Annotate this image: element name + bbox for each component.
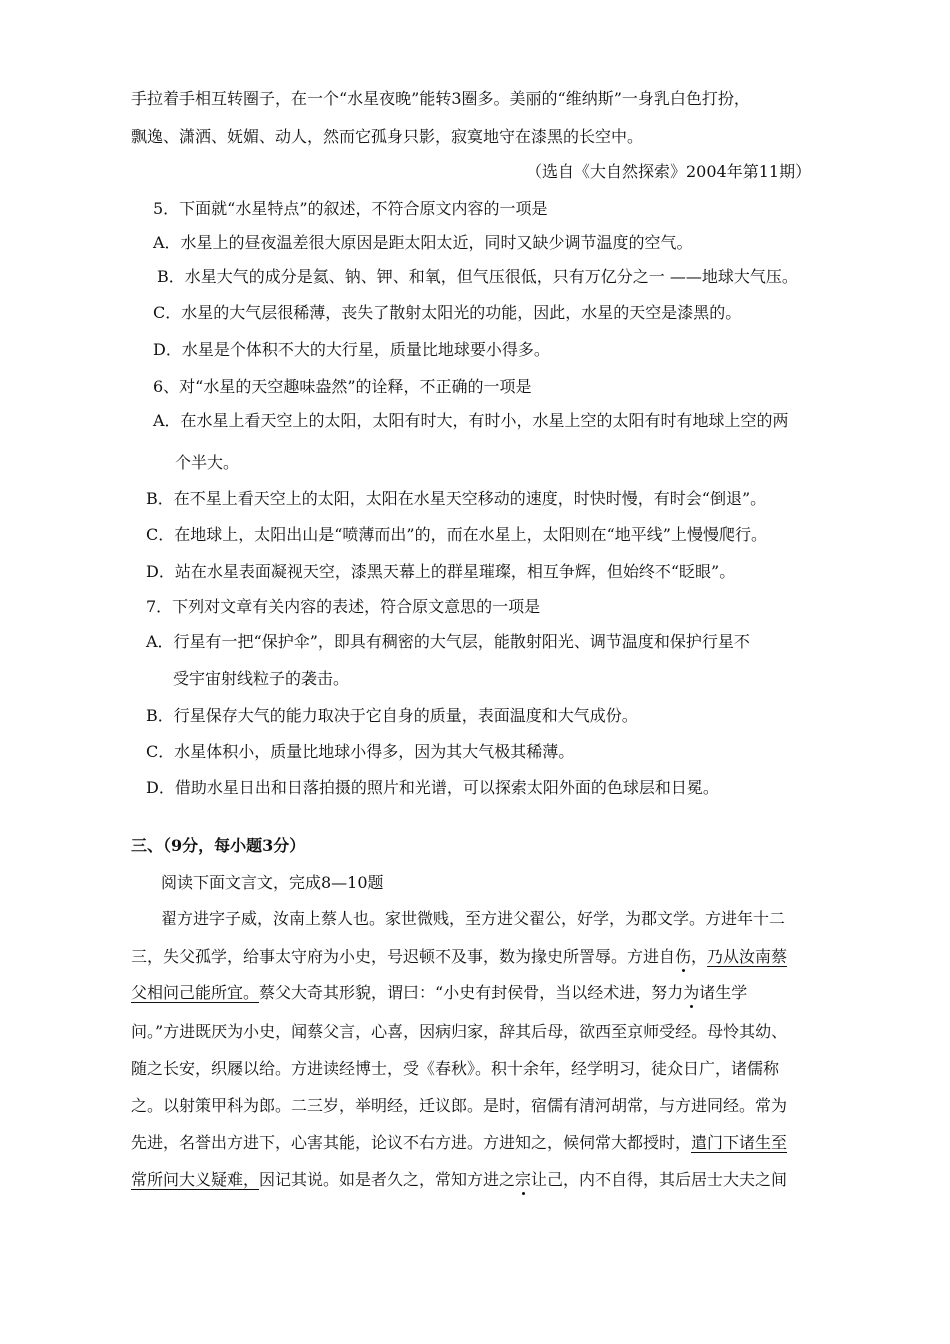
q6-option-d: D．站在水星表面凝视天空，漆黑天幕上的群星璀璨，相互争辉，但始终不“眨眼”。 bbox=[146, 562, 736, 581]
passage-line-2: 飘逸、潇洒、妩媚、动人，然而它孤身只影，寂寞地守在漆黑的长空中。 bbox=[131, 127, 644, 146]
q5-option-c: C．水星的大气层很稀薄，丧失了散射太阳光的功能，因此，水星的天空是漆黑的。 bbox=[153, 303, 742, 322]
q7-option-c: C．水星体积小，质量比地球小得多，因为其大气极其稀薄。 bbox=[146, 742, 575, 761]
text-segment: 因记其说。如是者久之，常知方进之 bbox=[259, 1170, 516, 1189]
q5-option-a: A．水星上的昼夜温差很大原因是距太阳太近，同时又缺少调节温度的空气。 bbox=[153, 233, 693, 252]
q7-option-a-line-2: 受宇宙射线粒子的袭击。 bbox=[173, 669, 350, 688]
text-segment: 先进，名誉出方进下，心害其能，论议不右方进。方进知之，候伺常大都授时， bbox=[131, 1133, 692, 1152]
q7-option-b: B．行星保存大气的能力取决于它自身的质量，表面温度和大气成份。 bbox=[146, 706, 638, 725]
text-segment: 蔡父大奇其形貌，谓曰：“小史有封侯骨，当以经术进，努力 bbox=[259, 983, 684, 1002]
section-3-instruction: 阅读下面文言文，完成8—10题 bbox=[161, 873, 384, 892]
passage-line-1: 手拉着手相互转圈子，在一个“水星夜晚”能转3圈多。美丽的“维纳斯”一身乳白色打扮， bbox=[131, 89, 750, 108]
underlined-sentence: 乃从汝南蔡 bbox=[707, 947, 788, 966]
text-segment: 让己，内不自得，其后居士大夫之间 bbox=[531, 1170, 788, 1189]
emphasis-dotted-char: 宗 bbox=[515, 1170, 532, 1189]
q6-option-b: B．在不星上看天空上的太阳，太阳在水星天空移动的速度，时快时慢，有时会“倒退”。 bbox=[146, 489, 767, 508]
classical-text-line-8 bbox=[131, 1169, 787, 1191]
underlined-sentence: 遣门下诸生至 bbox=[691, 1133, 788, 1152]
classical-text-line-7 bbox=[131, 1132, 787, 1154]
section-3-heading: 三、（9分，每小题3分） bbox=[131, 836, 306, 855]
emphasis-dotted-char: 为 bbox=[683, 983, 700, 1002]
classical-text-line-6: 之。以射策甲科为郎。二三岁，举明经，迁议郎。是时，宿儒有清河胡常，与方进同经。常为 bbox=[131, 1096, 788, 1115]
q6-option-c: C．在地球上，太阳出山是“喷薄而出”的，而在水星上，太阳则在“地平线”上慢慢爬行。 bbox=[146, 525, 767, 544]
text-segment: ， bbox=[691, 947, 708, 966]
q6-option-a-line-2: 个半大。 bbox=[175, 453, 240, 472]
underlined-sentence: 父相问己能所宜。 bbox=[131, 983, 260, 1002]
text-segment: 诸生学 bbox=[699, 983, 748, 1002]
q5-option-d: D．水星是个体积不大的大行星，质量比地球要小得多。 bbox=[153, 340, 550, 359]
q5-option-b: B．水星大气的成分是氦、钠、钾、和氧，但气压很低，只有万亿分之一 ——地球大气压。 bbox=[157, 267, 798, 286]
q7-option-a-line-1: A．行星有一把“保护伞”，即具有稠密的大气层，能散射阳光、调节温度和保护行星不 bbox=[146, 632, 750, 651]
q7-stem: 7．下列对文章有关内容的表述，符合原文意思的一项是 bbox=[146, 597, 541, 616]
underlined-sentence: 常所问大义疑难， bbox=[131, 1170, 260, 1189]
passage-source: （选自《大自然探索》2004年第11期） bbox=[526, 162, 812, 181]
classical-text-line-4: 问。”方进既厌为小史，闻蔡父言，心喜，因病归家，辞其后母，欲西至京师受经。母怜其幼、 bbox=[131, 1022, 788, 1041]
classical-text-line-2 bbox=[131, 946, 787, 968]
q6-option-a-line-1: A．在水星上看天空上的太阳，太阳有时大，有时小，水星上空的太阳有时有地球上空的两 bbox=[153, 411, 789, 430]
classical-text-line-1: 翟方进字子威，汝南上蔡人也。家世微贱，至方进父翟公，好学，为郡文学。方进年十二 bbox=[161, 909, 786, 928]
q7-option-d: D．借助水星日出和日落拍摄的照片和光谱，可以探索太阳外面的色球层和日冕。 bbox=[146, 778, 719, 797]
q6-stem: 6、对“水星的天空趣味盎然”的诠释，不正确的一项是 bbox=[153, 377, 532, 396]
emphasis-dotted-char: 伤 bbox=[675, 947, 692, 966]
text-segment: 三，失父孤学，给事太守府为小史，号迟顿不及事，数为掾史所詈辱。方进自 bbox=[131, 947, 676, 966]
q5-stem: 5．下面就“水星特点”的叙述，不符合原文内容的一项是 bbox=[153, 199, 548, 218]
classical-text-line-3 bbox=[131, 982, 747, 1004]
classical-text-line-5: 随之长安，织屦以给。方进读经博士，受《春秋》。积十余年，经学明习，徒众日广，诸儒称 bbox=[131, 1059, 780, 1078]
